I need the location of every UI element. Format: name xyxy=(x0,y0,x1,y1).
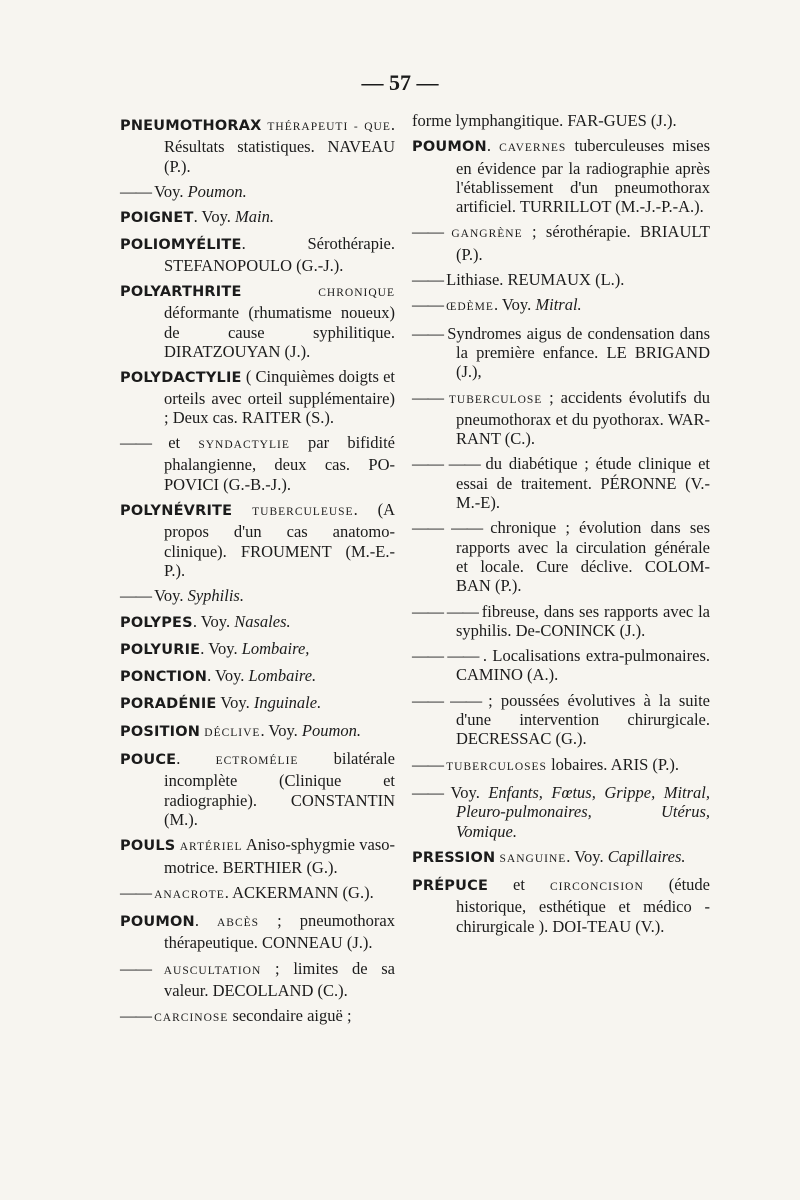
entry-keyword: POLYNÉVRITE xyxy=(120,503,233,520)
entry-text xyxy=(232,500,252,519)
entry-keyword: POLIOMYÉLITE xyxy=(120,237,242,254)
entry-text: —— —— xyxy=(412,454,486,474)
entry-text: déformante (rhumatisme noueux) de cause syphilitique. DIRATZOUYAN (J.). xyxy=(164,303,395,361)
entry-text: Voy. xyxy=(154,586,188,606)
entry-text: AUSCULTATION xyxy=(163,964,262,977)
index-entry xyxy=(412,691,710,749)
index-entry xyxy=(412,875,710,936)
entry-text: forme lymphangitique. FAR-GUES (J.). xyxy=(412,111,677,130)
entry-text: —— xyxy=(120,181,155,201)
index-entry xyxy=(412,454,710,512)
entry-text: SYNDACTYLIE xyxy=(198,439,290,452)
index-entry xyxy=(120,693,395,714)
entry-text: —— —— xyxy=(412,690,489,710)
index-entry xyxy=(120,281,395,361)
entry-keyword: PONCTION xyxy=(120,669,208,686)
entry-text: tuberculeuses mises en évidence par la radiographie après l'établissement d'un pneumothorax artificiel. TURRILLOT (M.-J.-P.-A.). xyxy=(456,136,711,217)
entry-text: Lombaire. xyxy=(248,666,317,686)
entry-keyword: POUMON xyxy=(412,139,487,156)
page-number: — 57 — xyxy=(361,70,439,95)
entry-text: . Voy. xyxy=(192,611,235,631)
entry-text: —— xyxy=(412,270,447,290)
entry-text: Main. xyxy=(235,207,274,227)
entry-text: Syphilis. xyxy=(187,586,244,606)
index-entry xyxy=(412,136,710,216)
index-entry xyxy=(120,911,395,953)
entry-text: (étude historique, esthétique et médico - chirurgicale ). DOI-TEAU (V.). xyxy=(456,875,710,936)
index-entry xyxy=(412,222,710,264)
entry-text: CARCINOSE xyxy=(154,1012,229,1025)
entry-text: . Voy. xyxy=(207,666,249,686)
entry-text: —— xyxy=(120,958,164,978)
entry-keyword: POULS xyxy=(120,838,176,855)
index-entry xyxy=(120,835,395,877)
entry-keyword: POIGNET xyxy=(120,210,194,227)
index-entry xyxy=(412,783,710,841)
entry-text: ANACROTE xyxy=(154,888,225,901)
entry-text: lobaires. ARIS (P.). xyxy=(546,754,679,774)
entry-text: . Voy. xyxy=(260,720,302,740)
entry-keyword: PORADÉNIE xyxy=(120,696,217,713)
entry-text: —— —— xyxy=(412,518,491,538)
entry-keyword: POUCE xyxy=(120,752,177,769)
index-entry xyxy=(120,367,395,427)
entry-text: —— xyxy=(120,433,169,453)
index-entry xyxy=(120,883,395,905)
index-entry xyxy=(412,295,710,317)
entry-text: Poumon. xyxy=(187,181,247,201)
entry-keyword: POLYPES xyxy=(120,614,193,631)
entry-text: Voy. xyxy=(154,181,188,201)
entry-text: TUBERCULOSE xyxy=(448,393,543,406)
entry-text: —— xyxy=(412,782,451,802)
entry-text: et xyxy=(168,433,199,453)
entry-text: —— xyxy=(120,1006,155,1026)
entry-text: ŒDÈME xyxy=(446,301,494,314)
entry-text: ; poussées évolutives à la suite d'une intervention chirurgicale. DECRESSAC (G.). xyxy=(456,690,710,749)
entry-text: Capillaires. xyxy=(607,846,686,866)
entry-text: . Sérothérapie. STEFANOPOULO (G.-J.). xyxy=(164,234,395,275)
index-entry xyxy=(412,111,710,130)
entry-text: Lombaire, xyxy=(241,638,310,658)
entry-text: et xyxy=(488,875,550,895)
entry-text: Enfants, Fœtus, Grippe, Mitral, Pleuro-pulmonaires, Utérus, Vomique. xyxy=(456,782,711,841)
entry-text: CIRCONCISION xyxy=(549,881,644,894)
entry-text: Voy. xyxy=(216,693,254,713)
entry-text: SANGUINE xyxy=(499,852,567,865)
entry-keyword: PRÉPUCE xyxy=(412,878,489,895)
entry-text: —— xyxy=(120,882,155,902)
entry-keyword: PRESSION xyxy=(412,849,496,866)
entry-text: —— xyxy=(412,387,449,407)
entry-text: ABCÈS xyxy=(216,917,260,930)
index-entry xyxy=(120,433,395,494)
entry-text: —— xyxy=(412,754,447,774)
index-entry xyxy=(412,602,710,641)
index-entry xyxy=(412,324,710,382)
entry-text: Nasales. xyxy=(234,611,291,631)
entry-text: . Résultats statistiques. NAVEAU (P.). xyxy=(164,115,396,176)
index-entry xyxy=(120,207,395,228)
entry-text: ( Cinquièmes doigts et orteils avec orteil supplémentaire) ; Deux cas. RAITER (S.). xyxy=(164,367,395,427)
entry-text: —— —— xyxy=(412,646,483,666)
entry-text: . (A propos d'un cas anatomo-clinique). FROUMENT (M.-E.-P.). xyxy=(164,500,395,580)
entry-keyword: POLYURIE xyxy=(120,641,201,658)
entry-text: du diabétique ; étude clinique et essai de traitement. PÉRONNE (V.-M.-E). xyxy=(456,454,710,513)
entry-text: Voy. xyxy=(450,782,489,802)
entry-keyword: POLYARTHRITE xyxy=(120,284,242,301)
index-entry xyxy=(120,612,395,633)
entry-text: secondaire aiguë ; xyxy=(228,1006,352,1026)
index-entry xyxy=(120,666,395,687)
entry-text: . xyxy=(176,749,216,769)
entry-text: Syndromes aigus de condensation dans la première enfance. LE BRIGAND (J.), xyxy=(447,323,711,382)
entry-keyword: POLYDACTYLIE xyxy=(120,370,242,387)
index-entry xyxy=(120,500,395,580)
index-entry xyxy=(412,847,710,869)
entry-keyword: PNEUMOTHORAX xyxy=(120,118,262,134)
entry-text: Poumon. xyxy=(301,720,361,740)
entry-text: Mitral. xyxy=(535,295,582,315)
entry-text: TUBERCULEUSE xyxy=(252,506,354,519)
right-column xyxy=(412,111,711,942)
entry-text: Lithiase. REUMAUX (L.). xyxy=(446,270,625,290)
entry-text: GANGRÈNE xyxy=(451,228,523,241)
index-entry xyxy=(120,182,395,201)
entry-text: ; accidents évolutifs du pneumothorax et du pyothorax. WAR-RANT (C.). xyxy=(456,387,710,449)
index-entry xyxy=(120,749,395,829)
index-entry xyxy=(120,959,395,1001)
entry-text: ; pneumothorax thérapeutique. CONNEAU (J.). xyxy=(164,911,395,953)
entry-text: —— xyxy=(120,586,155,606)
entry-text: . Localisations extra-pulmonaires. CAMINO (A.). xyxy=(456,646,711,685)
entry-text: DÉCLIVE xyxy=(204,726,261,739)
entry-text: ARTÉRIEL xyxy=(179,841,243,854)
index-entry xyxy=(120,1006,395,1028)
entry-text: —— xyxy=(412,222,452,242)
index-entry xyxy=(412,388,710,449)
entry-text: par bifidité phalangienne, deux cas. PO-POVICI (G.-B.-J.). xyxy=(164,433,395,494)
entry-text: Aniso-sphygmie vaso-motrice. BERTHIER (G.). xyxy=(164,835,395,877)
index-entry xyxy=(412,646,710,685)
index-entry xyxy=(120,115,395,176)
index-entry xyxy=(120,586,395,605)
entry-text: ; limites de sa valeur. DECOLLAND (C.). xyxy=(164,958,396,1000)
entry-text: THÉRAPEUTI - QUE xyxy=(267,121,391,133)
left-column xyxy=(120,115,395,1035)
index-entry xyxy=(120,721,395,743)
entry-text: CHRONIQUE xyxy=(318,287,395,300)
entry-text: —— xyxy=(412,295,447,315)
entry-text: . Voy. xyxy=(566,846,608,866)
index-entry xyxy=(412,270,710,289)
entry-text xyxy=(242,281,319,300)
entry-keyword: POUMON xyxy=(120,914,195,931)
index-entry xyxy=(120,234,395,275)
entry-text: . ACKERMANN (G.). xyxy=(224,882,374,902)
entry-text: CAVERNES xyxy=(499,142,567,155)
index-entry xyxy=(412,518,710,595)
entry-text: . Voy. xyxy=(193,207,236,227)
entry-text: bilatérale incomplète (Clinique et radiographie). CONSTANTIN (M.). xyxy=(164,749,395,829)
entry-text: fibreuse, dans ses rapports avec la syphilis. De-CONINCK (J.). xyxy=(456,601,710,640)
entry-keyword: POSITION xyxy=(120,723,201,740)
entry-text: ECTROMÉLIE xyxy=(215,755,299,768)
entry-text: Inguinale. xyxy=(253,693,322,713)
entry-text: —— xyxy=(412,323,448,343)
entry-text: TUBERCULOSES xyxy=(446,760,547,773)
index-entry xyxy=(120,639,395,660)
entry-text: . xyxy=(486,136,500,156)
entry-text: ; sérothérapie. BRIAULT (P.). xyxy=(456,222,710,264)
entry-text: —— —— xyxy=(412,601,482,621)
index-entry xyxy=(412,755,710,777)
entry-text: . Voy. xyxy=(200,638,242,658)
entry-text: . xyxy=(194,911,217,931)
entry-text: chronique ; évolution dans ses rapports avec la circulation générale et locale. Cure déclive. COLOM-BAN (P.). xyxy=(456,518,710,596)
entry-text: . Voy. xyxy=(493,295,536,315)
